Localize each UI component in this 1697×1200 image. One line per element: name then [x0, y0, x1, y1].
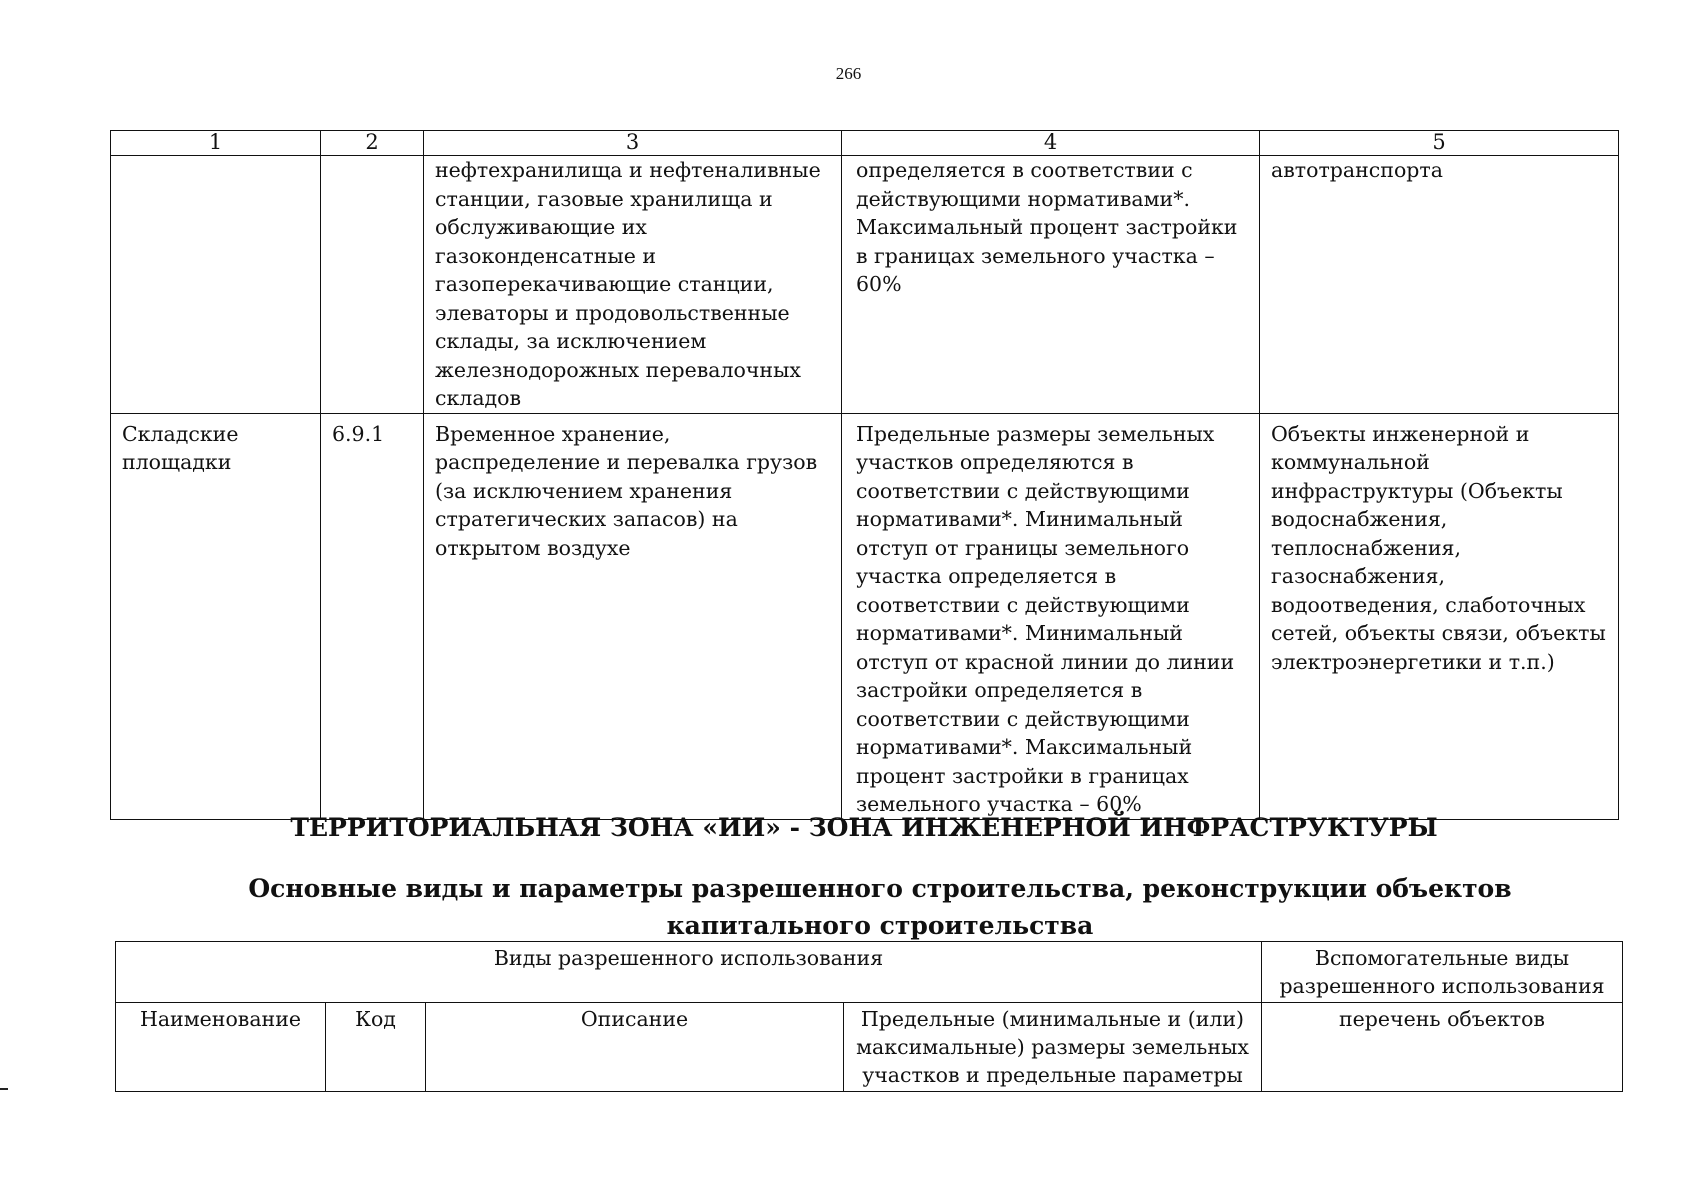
zone-ii-table	[115, 941, 1623, 1092]
column-number: 5	[1260, 131, 1619, 156]
section-title: Основные виды и параметры разрешенного строительства, реконструкции объектов капитального строительства	[248, 874, 1512, 940]
cell-description: Временное хранение, распределение и перевалка грузов (за исключением хранения стратегических запасов) на открытом воздухе	[424, 413, 842, 819]
cell-parameters: Предельные размеры земельных участков определяются в соответствии с действующими нормативами*. Минимальный отступ от границы земельного участка определяется в соответствии с действующими нормативами*. Минимальный отступ от красной линии до линии застройки определяется в соответствии с действующими нормативами*. Максимальный процент застройки в границах земельного участка – 60%	[842, 413, 1260, 819]
header-permitted-uses: Виды разрешенного использования	[116, 942, 1262, 1003]
cell-auxiliary: автотранспорта	[1260, 156, 1619, 414]
table-row	[111, 156, 1619, 414]
column-number: 2	[321, 131, 424, 156]
page-number: 266	[835, 64, 862, 83]
zone-table-continued	[110, 130, 1619, 820]
header-objects: перечень объектов	[1262, 1003, 1623, 1092]
table-row	[111, 413, 1619, 819]
zone-title: ТЕРРИТОРИАЛЬНАЯ ЗОНА «ИИ» - ЗОНА ИНЖЕНЕРНОЙ ИНФРАСТРУКТУРЫ	[290, 813, 1438, 842]
subheader-row	[116, 1003, 1623, 1092]
header-code: Код	[326, 1003, 426, 1092]
cell-description: нефтехранилища и нефтеналивные станции, газовые хранилища и обслуживающие их газоконденсатные и газоперекачивающие станции, элеваторы и продовольственные склады, за исключением железнодорожных перевалочных складов	[424, 156, 842, 414]
column-number: 3	[424, 131, 842, 156]
cell-name: Складские площадки	[111, 413, 321, 819]
header-description: Описание	[426, 1003, 844, 1092]
cell-auxiliary: Объекты инженерной и коммунальной инфраструктуры (Объекты водоснабжения, теплоснабжения, газоснабжения, водоотведения, слаботочных сетей, объекты связи, объекты электроэнергетики и т.п.)	[1260, 413, 1619, 819]
cell-name	[111, 156, 321, 414]
cell-code	[321, 156, 424, 414]
column-number-row	[111, 131, 1619, 156]
margin-mark	[0, 1088, 8, 1090]
column-number: 1	[111, 131, 321, 156]
header-row	[116, 942, 1623, 1003]
cell-code: 6.9.1	[321, 413, 424, 819]
header-parameters: Предельные (минимальные и (или) максимальные) размеры земельных участков и предельные параметры	[844, 1003, 1262, 1092]
header-name: Наименование	[116, 1003, 326, 1092]
header-auxiliary-uses: Вспомогательные виды разрешенного использования	[1262, 942, 1623, 1003]
column-number: 4	[842, 131, 1260, 156]
cell-parameters: определяется в соответствии с действующими нормативами*. Максимальный процент застройки в границах земельного участка – 60%	[842, 156, 1260, 414]
